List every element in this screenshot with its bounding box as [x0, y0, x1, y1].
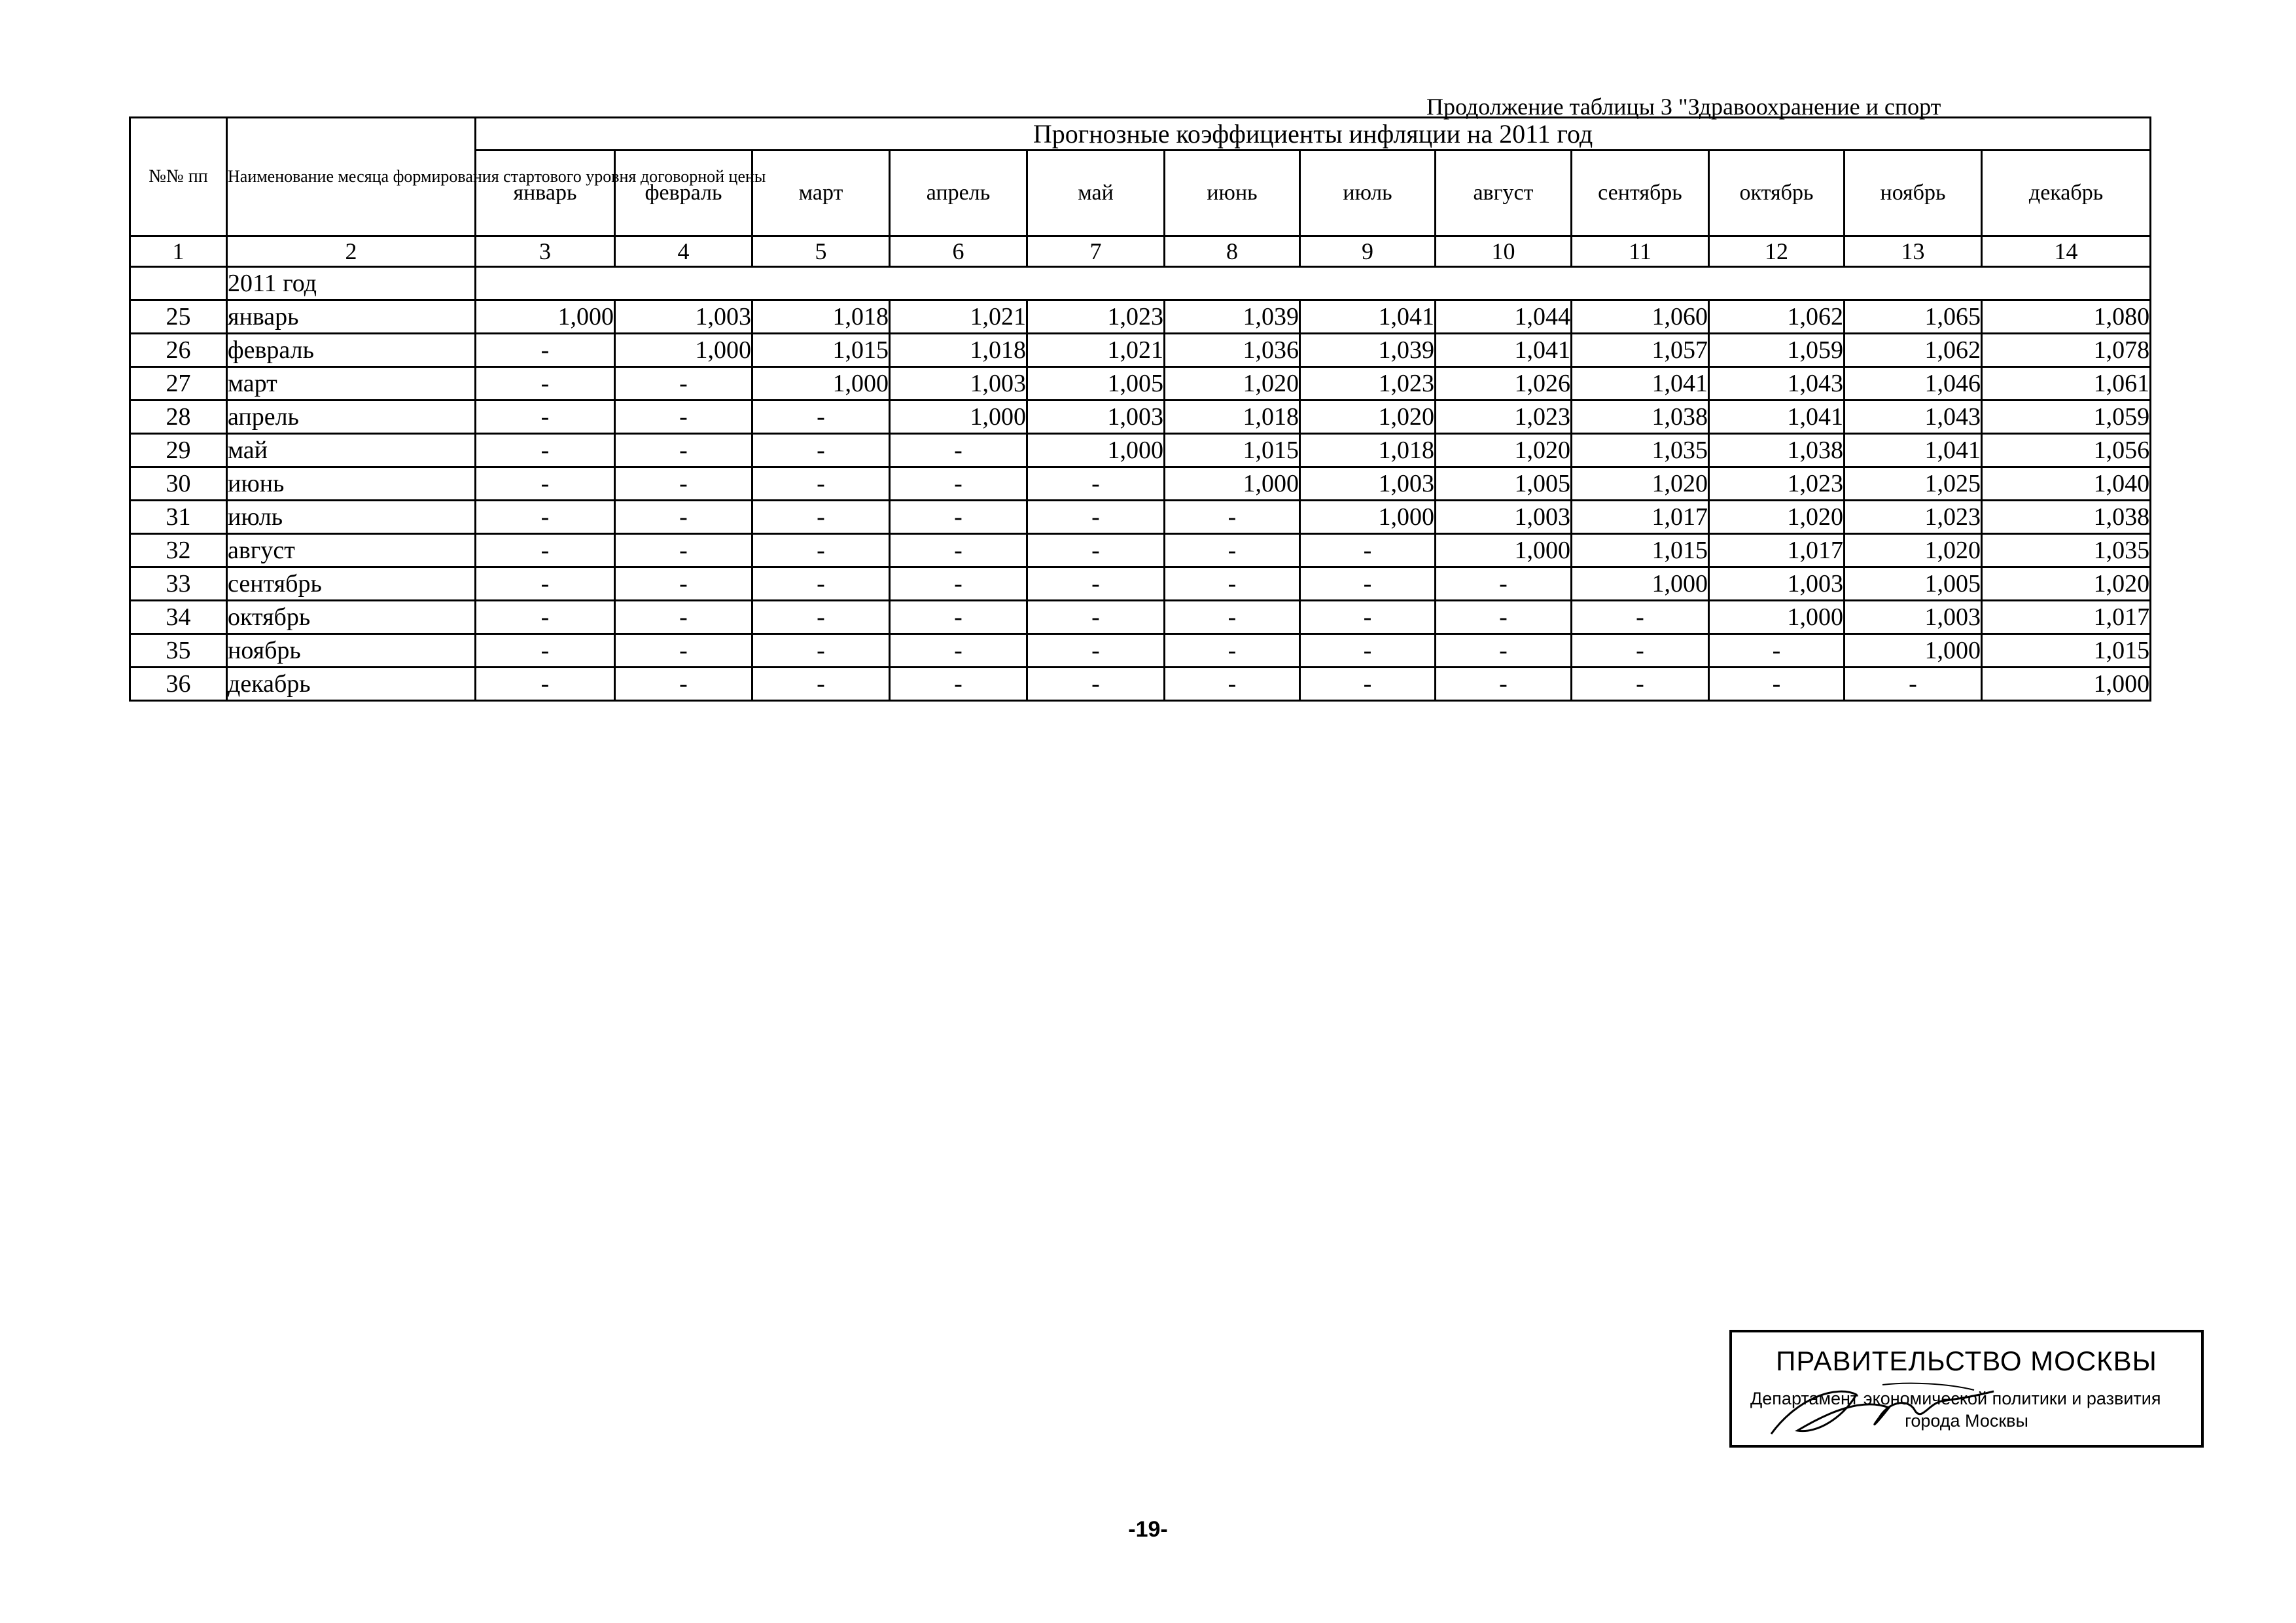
- coefficient-cell: 1,078: [1982, 334, 2151, 367]
- coefficient-cell: 1,003: [1300, 467, 1436, 501]
- table-row: [130, 601, 2151, 634]
- coefficient-cell: -: [1165, 567, 1300, 601]
- coefficient-cell: -: [890, 501, 1027, 534]
- col-header-num: №№ пп: [130, 118, 227, 236]
- coefficient-cell: -: [476, 668, 615, 701]
- coefficient-cell: 1,025: [1845, 467, 1982, 501]
- coefficient-cell: -: [476, 634, 615, 668]
- coefficient-cell: 1,043: [1845, 401, 1982, 434]
- coefficient-cell: -: [1165, 634, 1300, 668]
- table-row: [130, 534, 2151, 567]
- coefficient-cell: -: [476, 401, 615, 434]
- col-index-cell: 2: [227, 236, 476, 267]
- col-index-cell: 5: [752, 236, 890, 267]
- coefficient-cell: 1,018: [1165, 401, 1300, 434]
- coefficient-cell: -: [476, 601, 615, 634]
- coefficient-cell: 1,000: [1709, 601, 1845, 634]
- row-month-name: ноябрь: [227, 634, 476, 668]
- row-number: 36: [130, 668, 227, 701]
- row-number: 31: [130, 501, 227, 534]
- coefficient-cell: 1,035: [1982, 534, 2151, 567]
- year-row-num: [130, 267, 227, 300]
- coefficient-cell: -: [615, 567, 752, 601]
- coefficient-cell: -: [752, 534, 890, 567]
- col-header-month: февраль: [615, 151, 752, 236]
- coefficient-cell: 1,021: [1027, 334, 1165, 367]
- table-row: [130, 434, 2151, 467]
- coefficient-cell: 1,080: [1982, 300, 2151, 334]
- col-index-cell: 13: [1845, 236, 1982, 267]
- coefficient-cell: 1,023: [1300, 367, 1436, 401]
- coefficient-cell: 1,046: [1845, 367, 1982, 401]
- col-header-month: август: [1436, 151, 1572, 236]
- table-caption: Продолжение таблицы 3 "Здравоохранение и спорт: [1426, 94, 1941, 120]
- coefficient-cell: 1,017: [1709, 534, 1845, 567]
- signature-icon: [1758, 1372, 2033, 1444]
- header-row-index: [130, 236, 2151, 267]
- coefficient-cell: 1,023: [1709, 467, 1845, 501]
- col-header-month: март: [752, 151, 890, 236]
- row-month-name: октябрь: [227, 601, 476, 634]
- row-month-name: февраль: [227, 334, 476, 367]
- coefficient-cell: -: [476, 467, 615, 501]
- coefficient-cell: -: [890, 668, 1027, 701]
- coefficient-cell: -: [752, 567, 890, 601]
- coefficient-cell: 1,005: [1027, 367, 1165, 401]
- coefficient-cell: 1,044: [1436, 300, 1572, 334]
- col-header-name: Наименование месяца формирования стартового уровня договорной цены: [227, 118, 476, 236]
- col-index-cell: 11: [1572, 236, 1709, 267]
- coefficient-cell: -: [615, 401, 752, 434]
- row-month-name: август: [227, 534, 476, 567]
- coefficient-cell: 1,005: [1845, 567, 1982, 601]
- header-row-1: [130, 118, 2151, 151]
- coefficient-cell: 1,021: [890, 300, 1027, 334]
- table-row: [130, 300, 2151, 334]
- coefficient-cell: 1,000: [890, 401, 1027, 434]
- col-index-cell: 10: [1436, 236, 1572, 267]
- row-month-name: апрель: [227, 401, 476, 434]
- stamp-city: города Москвы: [1905, 1411, 2028, 1431]
- row-number: 30: [130, 467, 227, 501]
- coefficient-cell: 1,003: [1845, 601, 1982, 634]
- coefficient-cell: -: [752, 434, 890, 467]
- coefficient-cell: 1,038: [1572, 401, 1709, 434]
- coefficient-cell: 1,023: [1845, 501, 1982, 534]
- coefficient-cell: -: [1027, 601, 1165, 634]
- coefficient-cell: 1,003: [890, 367, 1027, 401]
- row-number: 32: [130, 534, 227, 567]
- col-header-month: май: [1027, 151, 1165, 236]
- coefficient-cell: 1,040: [1982, 467, 2151, 501]
- col-header-month: январь: [476, 151, 615, 236]
- coefficient-cell: -: [890, 534, 1027, 567]
- col-index-cell: 3: [476, 236, 615, 267]
- coefficient-cell: 1,003: [1436, 501, 1572, 534]
- col-index-cell: 12: [1709, 236, 1845, 267]
- coefficient-cell: 1,062: [1709, 300, 1845, 334]
- coefficient-cell: -: [752, 634, 890, 668]
- coefficient-cell: -: [1572, 668, 1709, 701]
- coefficient-cell: 1,041: [1709, 401, 1845, 434]
- row-number: 29: [130, 434, 227, 467]
- coefficient-cell: -: [1300, 567, 1436, 601]
- official-stamp: [1729, 1330, 2204, 1448]
- table-row: [130, 634, 2151, 668]
- coefficient-cell: 1,020: [1165, 367, 1300, 401]
- coefficient-cell: 1,038: [1982, 501, 2151, 534]
- coefficient-cell: -: [615, 534, 752, 567]
- row-month-name: декабрь: [227, 668, 476, 701]
- page-number: -19-: [1128, 1517, 1168, 1542]
- coefficient-cell: 1,005: [1436, 467, 1572, 501]
- coefficient-cell: -: [476, 367, 615, 401]
- coefficient-cell: 1,026: [1436, 367, 1572, 401]
- col-header-group: Прогнозные коэффициенты инфляции на 2011 год: [476, 118, 2151, 151]
- coefficient-cell: 1,000: [476, 300, 615, 334]
- row-number: 35: [130, 634, 227, 668]
- row-number: 33: [130, 567, 227, 601]
- coefficient-cell: 1,015: [1982, 634, 2151, 668]
- coefficient-cell: -: [890, 567, 1027, 601]
- year-row: [130, 267, 2151, 300]
- coefficient-cell: -: [752, 501, 890, 534]
- year-row-empty: [476, 267, 2151, 300]
- coefficient-cell: 1,020: [1572, 467, 1709, 501]
- coefficient-cell: 1,062: [1845, 334, 1982, 367]
- coefficient-cell: 1,017: [1982, 601, 2151, 634]
- coefficient-cell: -: [752, 467, 890, 501]
- coefficient-cell: -: [615, 467, 752, 501]
- coefficient-cell: -: [1027, 501, 1165, 534]
- coefficient-cell: -: [890, 467, 1027, 501]
- coefficient-cell: -: [752, 601, 890, 634]
- coefficient-cell: -: [476, 534, 615, 567]
- coefficient-cell: 1,017: [1572, 501, 1709, 534]
- coefficient-cell: -: [1845, 668, 1982, 701]
- coefficient-cell: -: [1165, 601, 1300, 634]
- coefficient-cell: 1,020: [1845, 534, 1982, 567]
- col-index-cell: 7: [1027, 236, 1165, 267]
- coefficient-cell: -: [1300, 601, 1436, 634]
- row-number: 25: [130, 300, 227, 334]
- coefficient-cell: -: [1572, 634, 1709, 668]
- col-index-cell: 4: [615, 236, 752, 267]
- coefficient-cell: 1,000: [1027, 434, 1165, 467]
- col-header-month: сентябрь: [1572, 151, 1709, 236]
- coefficient-cell: 1,038: [1709, 434, 1845, 467]
- col-index-cell: 1: [130, 236, 227, 267]
- coefficient-cell: 1,039: [1300, 334, 1436, 367]
- coefficient-cell: 1,041: [1436, 334, 1572, 367]
- coefficient-cell: -: [1300, 668, 1436, 701]
- coefficient-cell: 1,000: [752, 367, 890, 401]
- coefficient-cell: 1,000: [1300, 501, 1436, 534]
- coefficient-cell: 1,015: [1572, 534, 1709, 567]
- coefficient-cell: -: [1027, 567, 1165, 601]
- inflation-table: [129, 116, 2151, 702]
- row-month-name: сентябрь: [227, 567, 476, 601]
- col-index-cell: 6: [890, 236, 1027, 267]
- coefficient-cell: -: [890, 434, 1027, 467]
- coefficient-cell: 1,041: [1300, 300, 1436, 334]
- col-header-month: июль: [1300, 151, 1436, 236]
- coefficient-cell: 1,000: [1165, 467, 1300, 501]
- coefficient-cell: -: [1709, 668, 1845, 701]
- coefficient-cell: -: [890, 634, 1027, 668]
- coefficient-cell: 1,043: [1709, 367, 1845, 401]
- table-row: [130, 501, 2151, 534]
- coefficient-cell: -: [476, 334, 615, 367]
- col-header-month: октябрь: [1709, 151, 1845, 236]
- coefficient-cell: 1,057: [1572, 334, 1709, 367]
- coefficient-cell: 1,020: [1300, 401, 1436, 434]
- coefficient-cell: 1,003: [1709, 567, 1845, 601]
- coefficient-cell: -: [1709, 634, 1845, 668]
- coefficient-cell: -: [1027, 668, 1165, 701]
- coefficient-cell: 1,000: [1845, 634, 1982, 668]
- table-row: [130, 334, 2151, 367]
- coefficient-cell: 1,000: [615, 334, 752, 367]
- col-index-cell: 14: [1982, 236, 2151, 267]
- coefficient-cell: -: [1027, 534, 1165, 567]
- coefficient-cell: 1,023: [1027, 300, 1165, 334]
- coefficient-cell: -: [1436, 567, 1572, 601]
- coefficient-cell: -: [752, 401, 890, 434]
- coefficient-cell: 1,056: [1982, 434, 2151, 467]
- table-row: [130, 567, 2151, 601]
- coefficient-cell: -: [476, 567, 615, 601]
- coefficient-cell: -: [752, 668, 890, 701]
- coefficient-cell: -: [1572, 601, 1709, 634]
- row-number: 27: [130, 367, 227, 401]
- coefficient-cell: 1,018: [752, 300, 890, 334]
- row-number: 28: [130, 401, 227, 434]
- coefficient-cell: 1,003: [615, 300, 752, 334]
- coefficient-cell: 1,000: [1572, 567, 1709, 601]
- coefficient-cell: -: [476, 434, 615, 467]
- col-index-cell: 8: [1165, 236, 1300, 267]
- col-header-month: апрель: [890, 151, 1027, 236]
- table-row: [130, 367, 2151, 401]
- coefficient-cell: -: [615, 501, 752, 534]
- row-month-name: январь: [227, 300, 476, 334]
- table-row: [130, 467, 2151, 501]
- coefficient-cell: -: [476, 501, 615, 534]
- coefficient-cell: 1,003: [1027, 401, 1165, 434]
- coefficient-cell: 1,035: [1572, 434, 1709, 467]
- row-month-name: июль: [227, 501, 476, 534]
- coefficient-cell: 1,059: [1982, 401, 2151, 434]
- coefficient-cell: -: [1436, 634, 1572, 668]
- table-row: [130, 668, 2151, 701]
- coefficient-cell: -: [1027, 467, 1165, 501]
- col-header-month: июнь: [1165, 151, 1300, 236]
- coefficient-cell: 1,039: [1165, 300, 1300, 334]
- stamp-department: Департамент экономической политики и развития: [1750, 1389, 2161, 1408]
- coefficient-cell: -: [1300, 534, 1436, 567]
- coefficient-cell: 1,000: [1436, 534, 1572, 567]
- col-index-cell: 9: [1300, 236, 1436, 267]
- row-number: 34: [130, 601, 227, 634]
- coefficient-cell: 1,020: [1709, 501, 1845, 534]
- year-label: 2011 год: [227, 267, 476, 300]
- coefficient-cell: 1,020: [1982, 567, 2151, 601]
- coefficient-cell: 1,059: [1709, 334, 1845, 367]
- coefficient-cell: 1,015: [1165, 434, 1300, 467]
- coefficient-cell: 1,023: [1436, 401, 1572, 434]
- coefficient-cell: -: [1165, 534, 1300, 567]
- coefficient-cell: 1,065: [1845, 300, 1982, 334]
- coefficient-cell: -: [1165, 668, 1300, 701]
- coefficient-cell: -: [615, 434, 752, 467]
- col-header-month: ноябрь: [1845, 151, 1982, 236]
- row-number: 26: [130, 334, 227, 367]
- coefficient-cell: 1,036: [1165, 334, 1300, 367]
- coefficient-cell: 1,000: [1982, 668, 2151, 701]
- coefficient-cell: 1,041: [1845, 434, 1982, 467]
- coefficient-cell: 1,061: [1982, 367, 2151, 401]
- coefficient-cell: -: [615, 601, 752, 634]
- coefficient-cell: 1,020: [1436, 434, 1572, 467]
- coefficient-cell: -: [615, 634, 752, 668]
- coefficient-cell: 1,018: [890, 334, 1027, 367]
- coefficient-cell: -: [1165, 501, 1300, 534]
- coefficient-cell: -: [615, 668, 752, 701]
- row-month-name: май: [227, 434, 476, 467]
- coefficient-cell: 1,018: [1300, 434, 1436, 467]
- coefficient-cell: 1,041: [1572, 367, 1709, 401]
- coefficient-cell: -: [1027, 634, 1165, 668]
- table-row: [130, 401, 2151, 434]
- coefficient-cell: -: [615, 367, 752, 401]
- coefficient-cell: -: [890, 601, 1027, 634]
- row-month-name: март: [227, 367, 476, 401]
- col-header-month: декабрь: [1982, 151, 2151, 236]
- stamp-title: ПРАВИТЕЛЬСТВО МОСКВЫ: [1776, 1346, 2157, 1376]
- coefficient-cell: -: [1436, 668, 1572, 701]
- coefficient-cell: 1,015: [752, 334, 890, 367]
- coefficient-cell: 1,060: [1572, 300, 1709, 334]
- coefficient-cell: -: [1436, 601, 1572, 634]
- coefficient-cell: -: [1300, 634, 1436, 668]
- row-month-name: июнь: [227, 467, 476, 501]
